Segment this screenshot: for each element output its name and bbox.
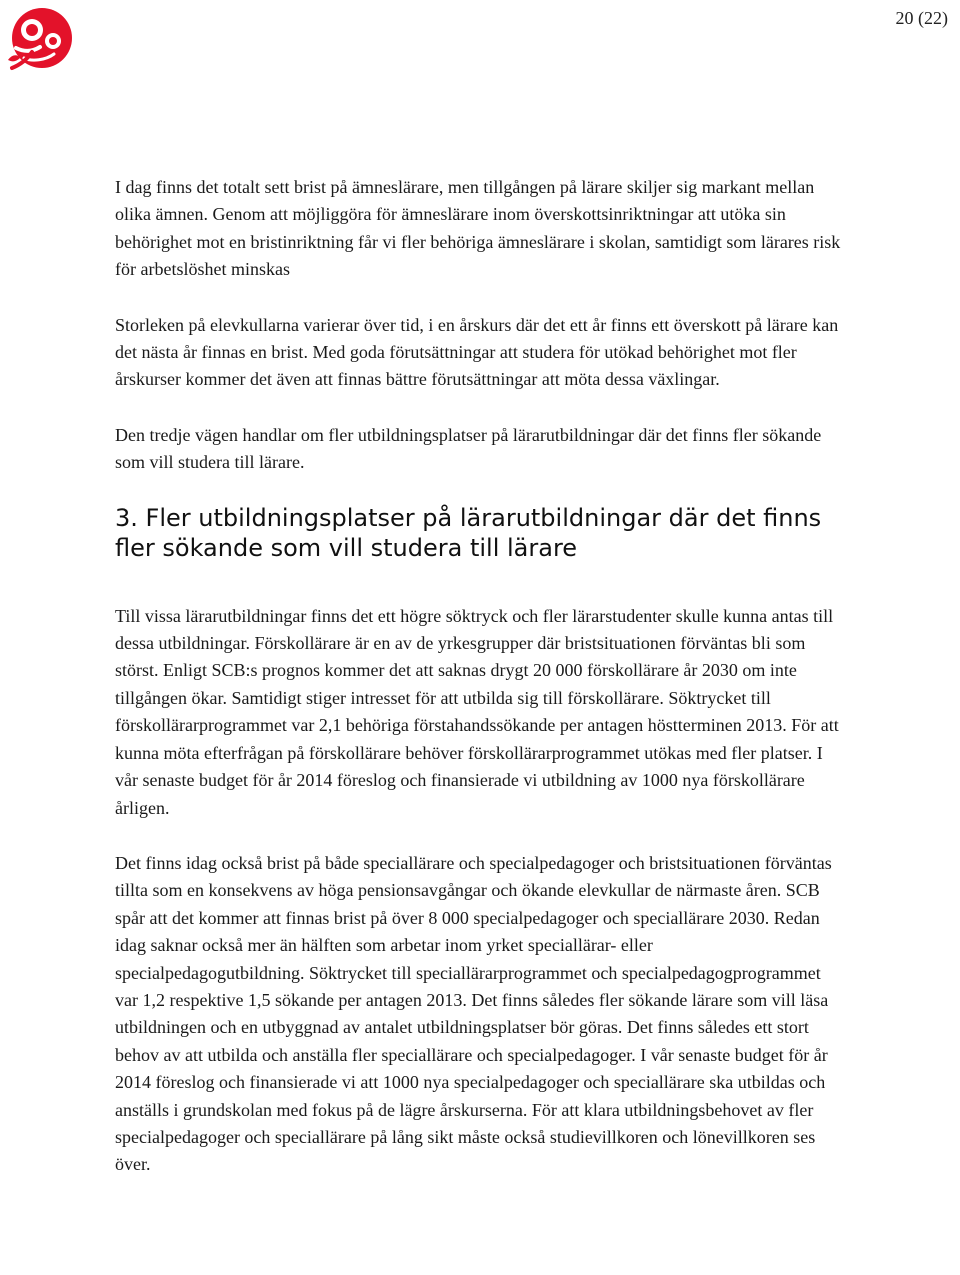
rose-logo-icon bbox=[2, 2, 78, 78]
section-heading: 3. Fler utbildningsplatser på lärarutbildningar där det finns fler sökande som vill studera till lärare bbox=[115, 503, 822, 562]
paragraph: Till vissa lärarutbildningar finns det ett högre söktryck och fler lärarstudenter skulle kunna antas till dessa utbildningar. Förskollärare är en av de yrkesgrupper där bristsituationen förväntas bli som störst. Enligt SCB:s prognos kommer det att saknas drygt 20 000 förskollärare år 2030 om inte tillgången ökar. Samtidigt stiger intresset för att utbilda sig till förskollärare. Söktrycket till förskollärarprogrammet var 2,1 behöriga förstahandssökande per antagen höstterminen 2013. För att kunna möta efterfrågan på förskollärare behöver förskollärarprogrammet utökas med fler platser. I vår senaste budget för år 2014 föreslog och finansierade vi utbildning av 1000 nya förskollärare årligen. bbox=[115, 605, 839, 818]
paragraph: I dag finns det totalt sett brist på ämneslärare, men tillgången på lärare skiljer sig markant mellan olika ämnen. Genom att möjliggöra för ämneslärare inom överskottsinriktningar att utöka sin behörighet mot en bristinriktning får vi fler behöriga ämneslärare i skolan, samtidigt som lärares risk för arbetslöshet minskas bbox=[115, 177, 841, 280]
document-body bbox=[115, 174, 845, 1179]
paragraph: Den tredje vägen handlar om fler utbildningsplatser på lärarutbildningar där det finns fler sökande som vill studera till lärare. bbox=[115, 424, 822, 473]
page-number: 20 (22) bbox=[895, 8, 948, 28]
paragraph: Storleken på elevkullarna varierar över tid, i en årskurs där det ett år finns ett överskott på lärare kan det nästa år finnas en brist. Med goda förutsättningar att studera för utökad behörighet mot fler årskurser kommer det även att finnas bättre förutsättningar att möta dessa växlingar. bbox=[115, 314, 839, 390]
paragraph: Det finns idag också brist på både speciallärare och specialpedagoger och bristsituationen förväntas tillta som en konsekvens av höga pensionsavgångar och ökande elevkullar de närmaste åren. SCB spår att det kommer att finnas brist på över 8 000 specialpedagoger och speciallärare 2030. Redan idag saknar också mer än hälften som arbetar inom yrket speciallärar- eller specialpedagogutbildning. Söktrycket till speciallärarprogrammet och specialpedagogprogrammet var 1,2 respektive 1,5 sökande per antagen 2013. Det finns således fler sökande lärare som vill läsa utbildningen och en utbyggnad av antalet utbildningsplatser bör göras. Det finns således ett stort behov av att utbilda och anställa fler speciallärare och specialpedagoger. I vår senaste budget för år 2014 föreslog och finansierade vi att 1000 nya specialpedagoger och speciallärare ska utbildas och anställs i grundskolan med fokus på de lägre årskurserna. För att klara utbildningsbehovet av fler specialpedagoger och speciallärare på lång sikt måste också studievillkoren och lönevillkoren ses över. bbox=[115, 852, 832, 1175]
